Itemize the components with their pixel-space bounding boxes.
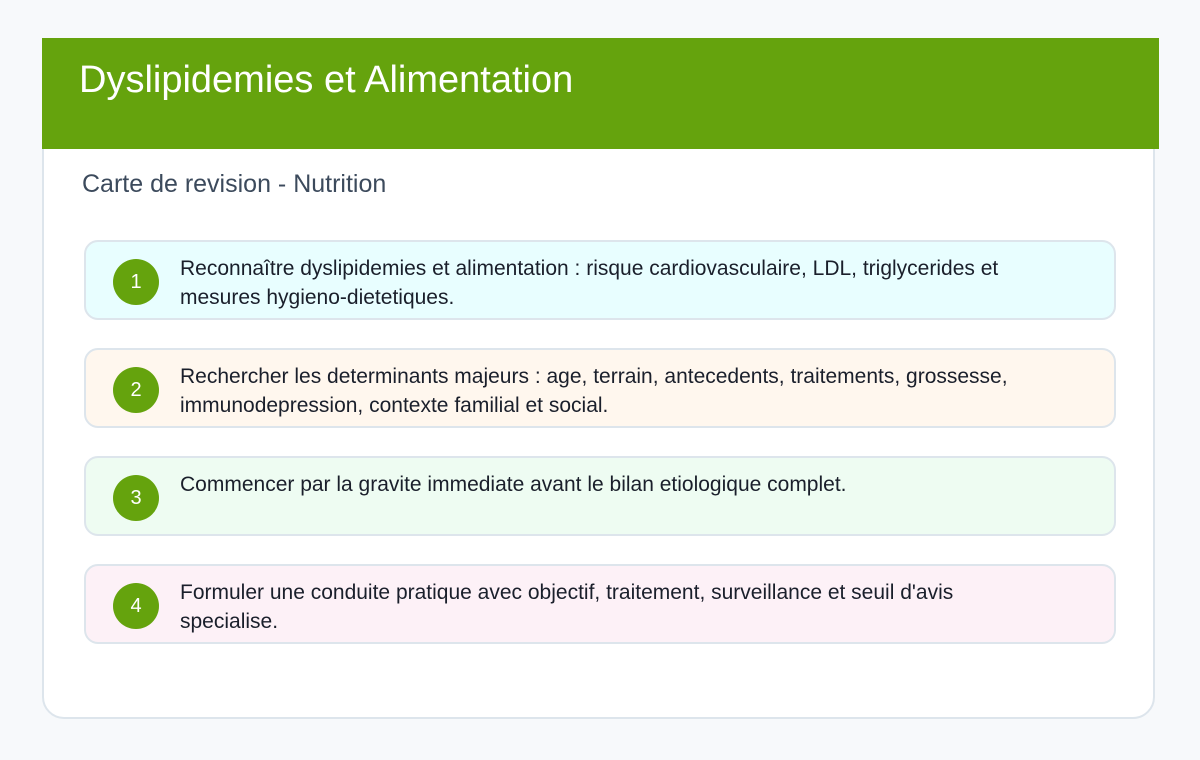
item-number-badge: 1: [113, 259, 159, 305]
card-subtitle: Carte de revision - Nutrition: [82, 170, 387, 198]
item-number-badge: 2: [113, 367, 159, 413]
item-text: Formuler une conduite pratique avec objectif, traitement, surveillance et seuil d'avis specialise.: [180, 581, 954, 633]
item-text: Rechercher les determinants majeurs : age, terrain, antecedents, traitements, grossesse, immunodepression, contexte familial et social.: [180, 365, 1008, 417]
item-number-badge: 4: [113, 583, 159, 629]
item-text: Commencer par la gravite immediate avant le bilan etiologique complet.: [180, 473, 847, 496]
list-item: [84, 456, 1116, 536]
card-title: Dyslipidemies et Alimentation: [79, 59, 574, 101]
card-header: [42, 38, 1159, 149]
list-item: [84, 240, 1116, 320]
item-text: Reconnaître dyslipidemies et alimentation : risque cardiovasculaire, LDL, triglycerides et mesures hygieno-dietetiques.: [180, 257, 999, 309]
list-item: [84, 564, 1116, 644]
list-item: [84, 348, 1116, 428]
item-number-badge: 3: [113, 475, 159, 521]
